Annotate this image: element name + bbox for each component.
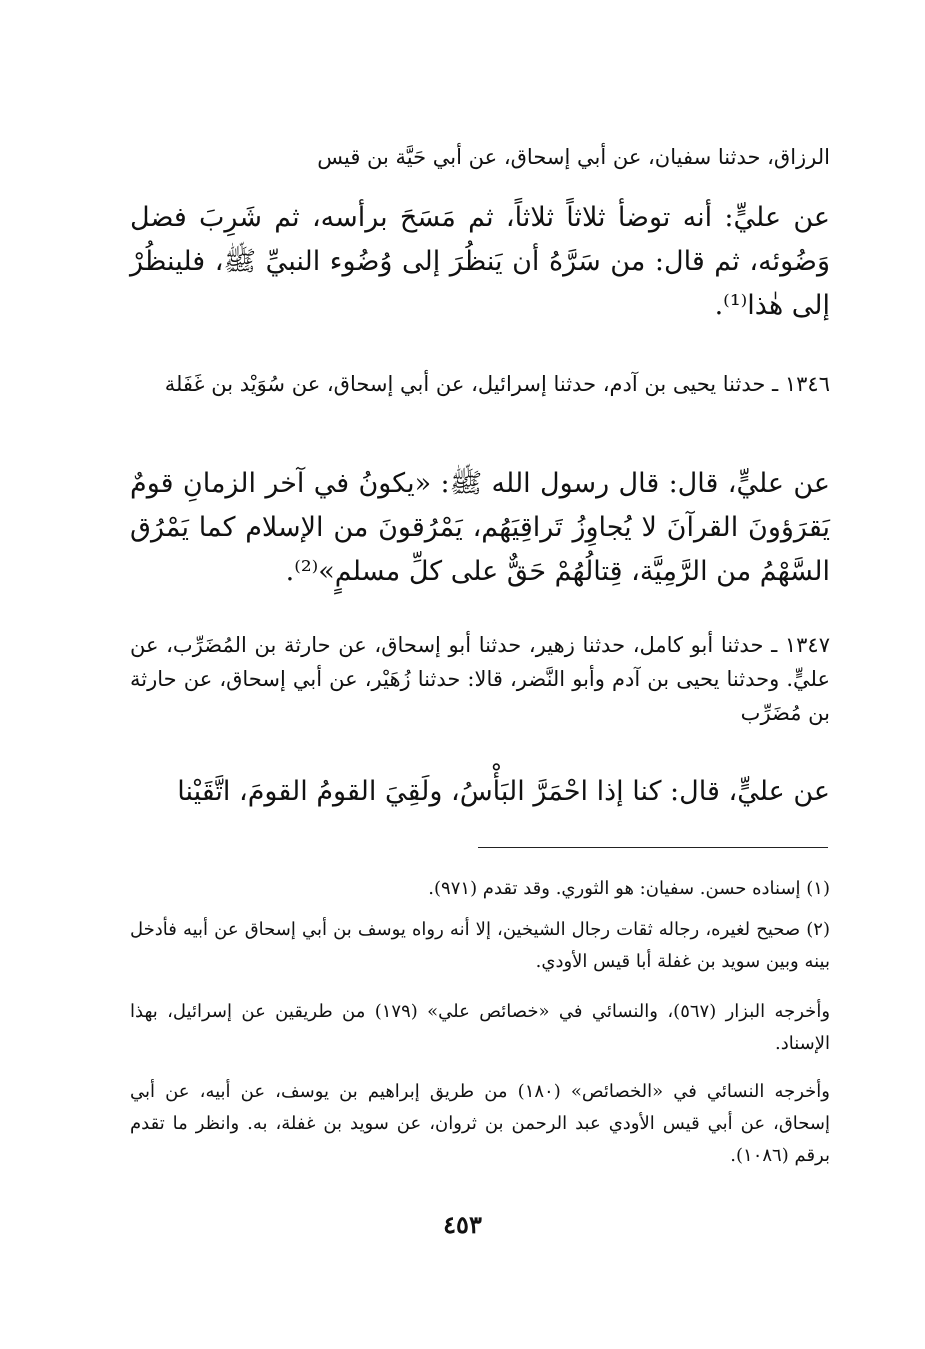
footnote-1: (١) إسناده حسن. سفيان: هو الثوري. وقد تقدم (٩٧١). — [428, 878, 830, 899]
isnad-paragraph-2: ١٣٤٦ ـ حدثنا يحيى بن آدم، حدثنا إسرائيل، عن أبي إسحاق، عن سُوَيْد بن غَفَلة — [164, 372, 830, 396]
matn-paragraph-2: عن عليٍّ، قال: قال رسول الله ﷺ: «يكونُ في آخر الزمانِ قومٌ يَقرَؤونَ القرآنَ لا يُجاوِزُ تَراقِيَهُم، يَمْرُقونَ من الإسلام كما يَمْرُق السَّهْمُ من الرَّمِيَّة، قِتالُهُمْ حَقٌّ على كلِّ مسلمٍ»⁽²⁾. — [130, 468, 830, 587]
footnote-divider — [478, 847, 828, 848]
page-number: ٤٥٣ — [443, 1210, 482, 1239]
isnad-paragraph-3: ١٣٤٧ ـ حدثنا أبو كامل، حدثنا زهير، حدثنا أبو إسحاق، عن حارثة بن المُضَرِّب، عن عليٍّ. وحدثنا يحيى بن آدم وأبو النَّضر، قالا: حدثنا زُهَيْر، عن أبي إسحاق، عن حارثة بن مُضَرِّب — [130, 633, 830, 725]
matn-paragraph-1: عن عليٍّ: أنه توضأ ثلاثاً ثلاثاً، ثم مَسَحَ برأسه، ثم شَرِبَ فضل وَضُوئه، ثم قال: من سَرَّهُ أن يَنظُرَ إلى وُضُوء النبيِّ ﷺ، فلينظُرْ إلى هٰذا⁽¹⁾. — [130, 202, 830, 321]
footnote-2-continued-2: وأخرجه النسائي في «الخصائص» (١٨٠) من طريق إبراهيم بن يوسف، عن أبيه، عن أبي إسحاق، عن أبي قيس الأودي عبد الرحمن بن ثروان، عن سويد بن غفلة، به. وانظر ما تقدم برقم (١٠٨٦). — [130, 1081, 830, 1166]
footnote-2-continued: وأخرجه البزار (٥٦٧)، والنسائي في «خصائص علي» (١٧٩) من طريقين عن إسرائيل، بهذا الإسناد. — [130, 1001, 831, 1054]
matn-paragraph-3: عن عليٍّ، قال: كنا إذا احْمَرَّ البَأْسُ، ولَقِيَ القومُ القومَ، اتَّقَيْنا — [177, 776, 830, 807]
footnote-2: (٢) صحيح لغيره، رجاله ثقات رجال الشيخين، إلا أنه رواه يوسف بن أبي إسحاق عن أبيه فأدخل بينه وبين سويد بن غفلة أبا قيس الأودي. — [130, 919, 830, 972]
isnad-paragraph-1: الرزاق، حدثنا سفيان، عن أبي إسحاق، عن أبي حَيَّة بن قيس — [317, 145, 830, 169]
